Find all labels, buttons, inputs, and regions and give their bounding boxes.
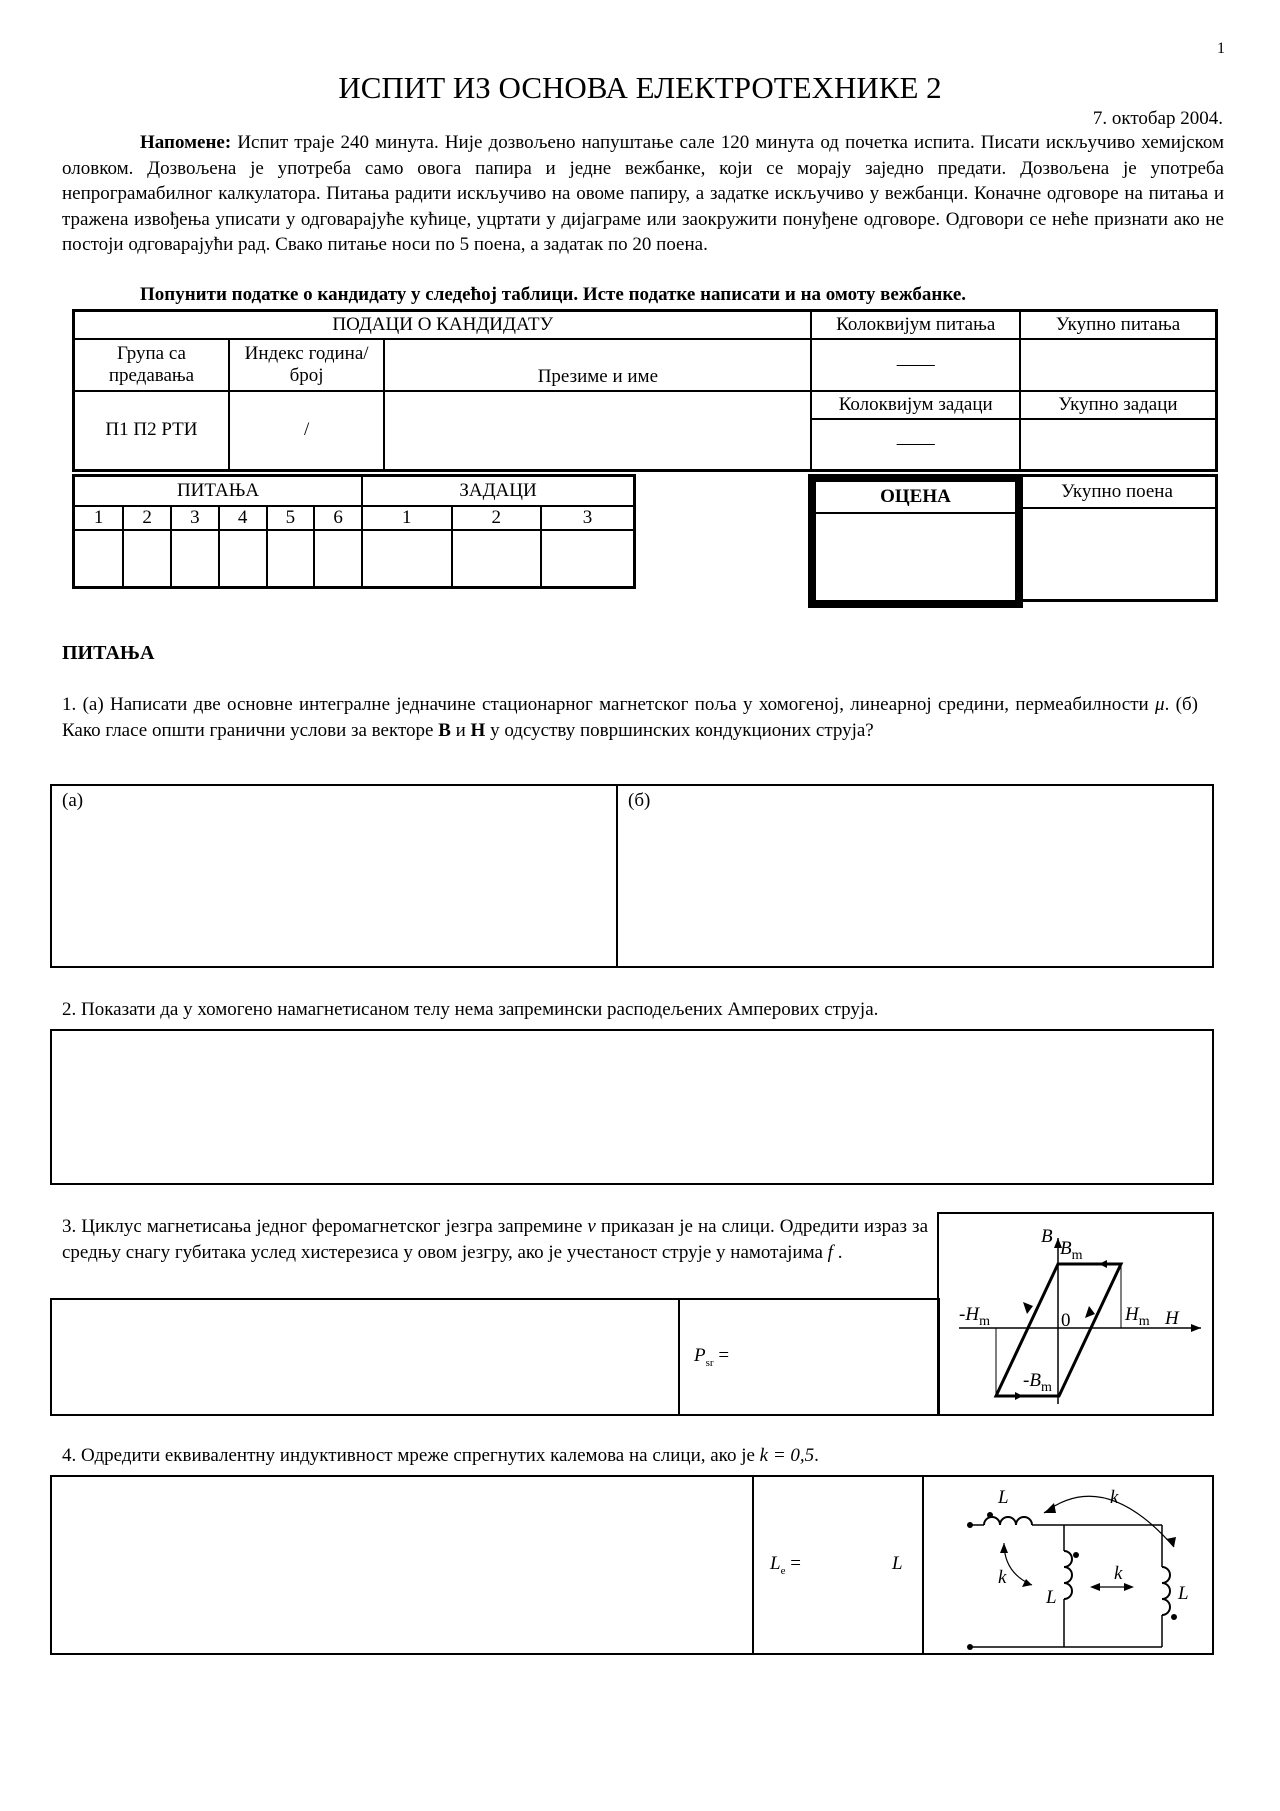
question-1: 1. (а) Написати две основне интегралне једначине стационарног магнетског поља у хомогеној, линеарној средини, пермеабилности μ. (б) Како гласе општи гранични услови за векторе B и H у одсуству површинских кондукционих струја? — [62, 694, 1198, 741]
score-cell[interactable] — [74, 530, 124, 588]
box-label-b: (б) — [628, 790, 651, 811]
score-cell[interactable] — [452, 530, 541, 588]
groups-cell[interactable]: П1 П2 РТИ — [74, 391, 229, 471]
fig-Hm: $H_m$ — [1125, 1304, 1150, 1329]
question-4: 4. Одредити еквивалентну индуктивност мреже спрегнутих калемова на слици, ако је k = 0,5. — [62, 1445, 819, 1466]
psr-label: $P_{sr}$ = — [694, 1345, 730, 1369]
score-cell[interactable] — [541, 530, 635, 588]
grade-box — [808, 474, 1023, 608]
le-label: $L_e$ = — [770, 1553, 801, 1577]
fig-k2: k — [998, 1567, 1007, 1588]
index-label: Индекс година/број — [229, 339, 384, 391]
group-label: Група са предавања — [74, 339, 229, 391]
score-cell[interactable] — [362, 530, 451, 588]
total-points-label: Укупно поена — [1019, 477, 1215, 509]
notes-text: Испит траје 240 минута. Није дозвољено напуштање сале 120 минута од почетка испита. Писати искључиво хемијском оловком. Дозвољена је употреба само овога папира и једне вежбанке, који се морају заједно предати. Дозвољена је употреба непрограмабилног калкулатора. Питања радити искључиво на овоме папиру, а задатке искључиво у вежбанци. Коначне одговоре на питања и тражена извођења уписати у одговарајуће кућице, уцртати у дијаграме или заокружити понуђене одговоре. Одговори се неће признати ако не постоји одговарајући рад. Свако питање носи по 5 поена, а задатак по 20 поена. — [62, 132, 1225, 255]
total-questions-cell[interactable] — [1020, 339, 1217, 391]
fig-L2: L — [1046, 1587, 1057, 1608]
coupled-coils-diagram — [924, 1477, 1214, 1653]
q-number: 5 — [267, 506, 315, 530]
answer-box-q4[interactable] — [50, 1475, 1214, 1655]
fig-Bm: $B_m$ — [1060, 1238, 1083, 1263]
fig-zero: 0 — [1061, 1310, 1071, 1331]
score-cell[interactable] — [123, 530, 171, 588]
question-3: 3. Циклус магнетисања једног феромагнетског језгра запремине v приказан је на слици. Одредити израз за средњу снагу губитака услед хистерезиса у овом језгру, ако је учестаност струје у намотајима f . — [62, 1216, 928, 1263]
answer-box-q3[interactable] — [50, 1298, 940, 1416]
hysteresis-figure — [937, 1212, 1214, 1416]
name-cell[interactable] — [384, 391, 811, 471]
q-number: 1 — [74, 506, 124, 530]
box-label-a: (а) — [62, 790, 84, 811]
section-title: ПИТАЊА — [62, 642, 155, 664]
questions-header: ПИТАЊА — [74, 476, 363, 506]
q-number: 2 — [123, 506, 171, 530]
score-cell[interactable] — [314, 530, 362, 588]
exam-date: 7. октобар 2004. — [1092, 108, 1223, 129]
exam-title: ИСПИТ ИЗ ОСНОВА ЕЛЕКТРОТЕХНИКЕ 2 — [338, 70, 942, 105]
answer-box-q1[interactable] — [50, 784, 1214, 968]
score-cell[interactable] — [219, 530, 267, 588]
t-number: 3 — [541, 506, 635, 530]
score-cell[interactable] — [267, 530, 315, 588]
total-questions-label: Укупно питања — [1020, 311, 1217, 339]
q-number: 3 — [171, 506, 219, 530]
fig-L1: L — [998, 1487, 1009, 1508]
t-number: 2 — [452, 506, 541, 530]
kol-questions-label: Колоквијум питања — [811, 311, 1020, 339]
fig-H: H — [1165, 1308, 1179, 1329]
notes-paragraph — [62, 130, 1224, 258]
notes-label: Напомене: — [140, 132, 232, 153]
grade-cell[interactable] — [816, 514, 1015, 602]
score-cell[interactable] — [171, 530, 219, 588]
fill-instruction: Попунити податке о кандидату у следећој таблици. Исте податке написати и на омоту вежбанке. — [140, 284, 966, 305]
candidate-table — [72, 309, 1218, 472]
q-number: 6 — [314, 506, 362, 530]
fig-k1: k — [1110, 1487, 1119, 1508]
name-label: Презиме и име — [384, 339, 811, 391]
t-number: 1 — [362, 506, 451, 530]
candidate-header: ПОДАЦИ О КАНДИДАТУ — [74, 311, 812, 339]
grade-label: ОЦЕНА — [816, 482, 1015, 514]
page-number: 1 — [1217, 40, 1225, 57]
total-points-cell[interactable] — [1019, 509, 1215, 599]
kol-tasks-label: Колоквијум задаци — [811, 391, 1020, 419]
kol-questions-cell[interactable]: —— — [811, 339, 1020, 391]
tasks-header: ЗАДАЦИ — [362, 476, 634, 506]
total-points-box — [1019, 474, 1218, 602]
q-number: 4 — [219, 506, 267, 530]
fig-B: B — [1041, 1226, 1053, 1247]
fig-neg-Bm: $-B_m$ — [1023, 1370, 1052, 1395]
scores-table — [72, 474, 636, 589]
fig-neg-Hm: $-H_m$ — [959, 1304, 990, 1329]
index-cell[interactable]: / — [229, 391, 384, 471]
answer-box-q2[interactable] — [50, 1029, 1214, 1185]
kol-tasks-cell[interactable]: —— — [811, 419, 1020, 471]
le-unit: L — [892, 1553, 903, 1574]
total-tasks-cell[interactable] — [1020, 419, 1217, 471]
fig-k3: k — [1114, 1563, 1123, 1584]
total-tasks-label: Укупно задаци — [1020, 391, 1217, 419]
fig-L3: L — [1178, 1583, 1189, 1604]
question-2: 2. Показати да у хомогено намагнетисаном телу нема запремински расподељених Амперових струја. — [62, 999, 879, 1020]
